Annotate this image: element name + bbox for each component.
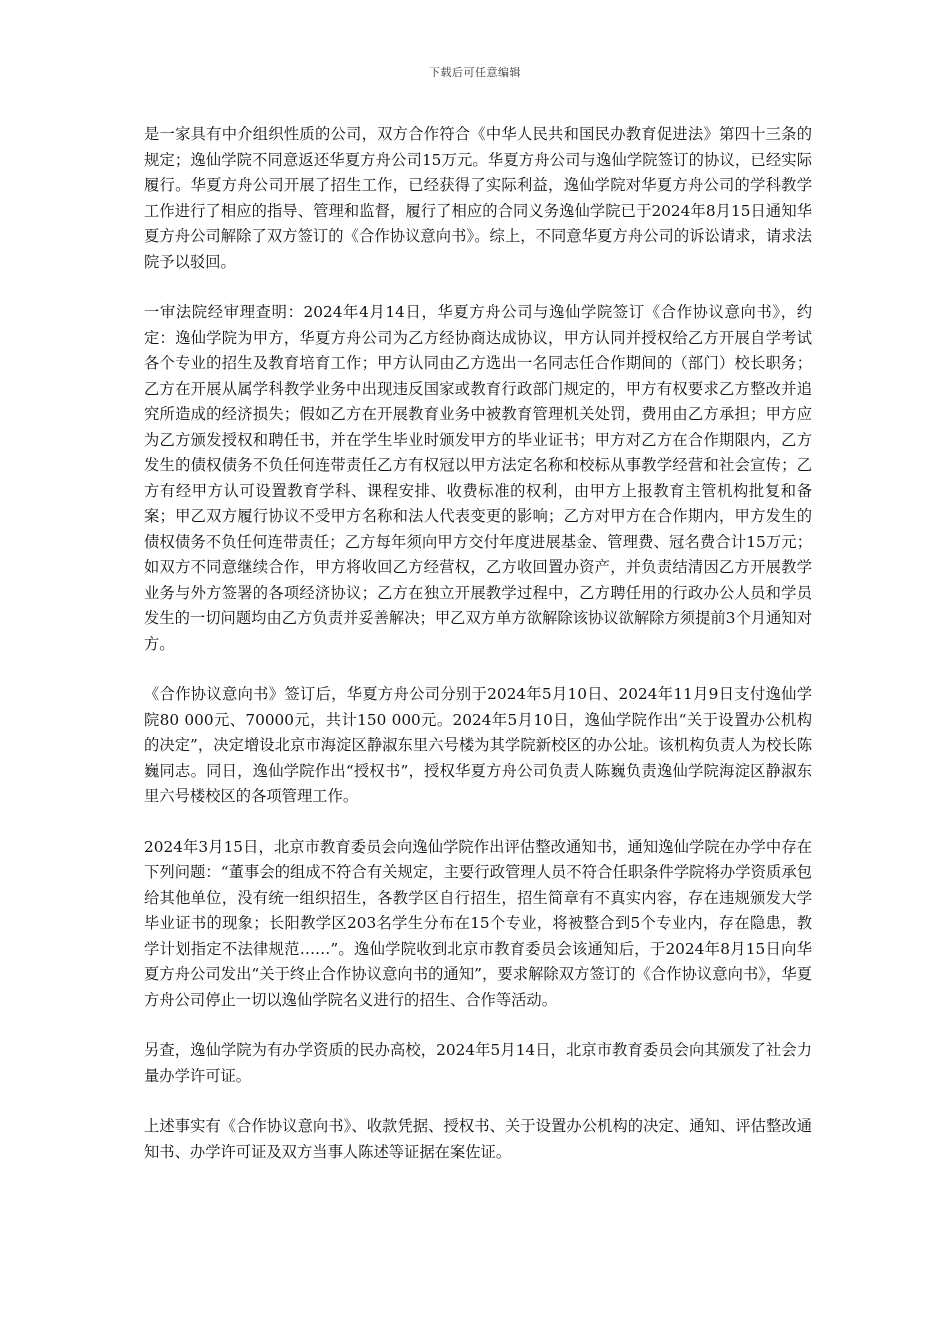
paragraph-license-finding: 另查，逸仙学院为有办学资质的民办高校，2024年5月14日，北京市教育委员会向其颁发了社会力量办学许可证。	[144, 1041, 812, 1085]
page-header: 下载后可任意编辑	[429, 66, 521, 79]
paragraph-evidence-summary: 上述事实有《合作协议意向书》、收款凭据、授权书、关于设置办公机构的决定、通知、评估整改通知书、办学许可证及双方当事人陈述等证据在案佐证。	[144, 1117, 812, 1161]
paragraph-defense-summary: 是一家具有中介组织性质的公司，双方合作符合《中华人民共和国民办教育促进法》第四十三条的规定；逸仙学院不同意返还华夏方舟公司15万元。华夏方舟公司与逸仙学院签订的协议，已经实际履行。华夏方舟公司开展了招生工作，已经获得了实际利益，逸仙学院对华夏方舟公司的学科教学工作进行了相应的指导、管理和监督，履行了相应的合同义务逸仙学院已于2024年8月15日通知华夏方舟公司解除了双方签订的《合作协议意向书》。综上，不同意华夏方舟公司的诉讼请求，请求法院予以驳回。	[144, 125, 812, 271]
paragraph-rectification-notice: 2024年3月15日，北京市教育委员会向逸仙学院作出评估整改通知书，通知逸仙学院在办学中存在下列问题：“董事会的组成不符合有关规定，主要行政管理人员不符合任职条件学院将办学资质承包给其他单位，没有统一组织招生，各教学区自行招生，招生简章有不真实内容，存在违规颁发大学毕业证书的现象；长阳教学区203名学生分布在15个专业，将被整合到5个专业内，存在隐患，教学计划指定不法律规范……”。逸仙学院收到北京市教育委员会该通知后，于2024年8月15日向华夏方舟公司发出“关于终止合作协议意向书的通知”，要求解除双方签订的《合作协议意向书》，华夏方舟公司停止一切以逸仙学院名义进行的招生、合作等活动。	[144, 837, 812, 1009]
paragraph-payment-and-authorization: 《合作协议意向书》签订后，华夏方舟公司分别于2024年5月10日、2024年11月9日支付逸仙学院80 000元、70000元，共计150 000元。2024年5月10日，逸仙学院作出“关于设置办公机构的决定”，决定增设北京市海淀区静淑东里六号楼为其学院新校区的办公址。该机构负责人为校长陈巍同志。同日，逸仙学院作出“授权书”，授权华夏方舟公司负责人陈巍负责逸仙学院海淀区静淑东里六号楼校区的各项管理工作。	[144, 685, 812, 805]
paragraph-court-findings: 一审法院经审理查明：2024年4月14日，华夏方舟公司与逸仙学院签订《合作协议意向书》，约定：逸仙学院为甲方，华夏方舟公司为乙方经协商达成协议，甲方认同并授权给乙方开展自学考试各个专业的招生及教育培育工作；甲方认同由乙方选出一名同志任合作期间的（部门）校长职务；乙方在开展从属学科教学业务中出现违反国家或教育行政部门规定的，甲方有权要求乙方整改并追究所造成的经济损失；假如乙方在开展教育业务中被教育管理机关处罚，费用由乙方承担；甲方应为乙方颁发授权和聘任书，并在学生毕业时颁发甲方的毕业证书；甲方对乙方在合作期限内，乙方发生的债权债务不负任何连带责任乙方有权冠以甲方法定名称和校标从事教学经营和社会宣传；乙方有经甲方认可设置教育学科、课程安排、收费标准的权利，由甲方上报教育主管机构批复和备案；甲乙双方履行协议不受甲方名称和法人代表变更的影响；乙方对甲方在合作期内，甲方发生的债权债务不负任何连带责任；乙方每年须向甲方交付年度进展基金、管理费、冠名费合计15万元；如双方不同意继续合作，甲方将收回乙方经营权，乙方收回置办资产，并负责结清因乙方开展教学业务与外方签署的各项经济协议；乙方在独立开展教学过程中，乙方聘任用的行政办公人员和学员发生的一切问题均由乙方负责并妥善解决；甲乙双方单方欲解除该协议欲解除方须提前3个月通知对方。	[144, 303, 812, 653]
document-body	[144, 122, 812, 1190]
